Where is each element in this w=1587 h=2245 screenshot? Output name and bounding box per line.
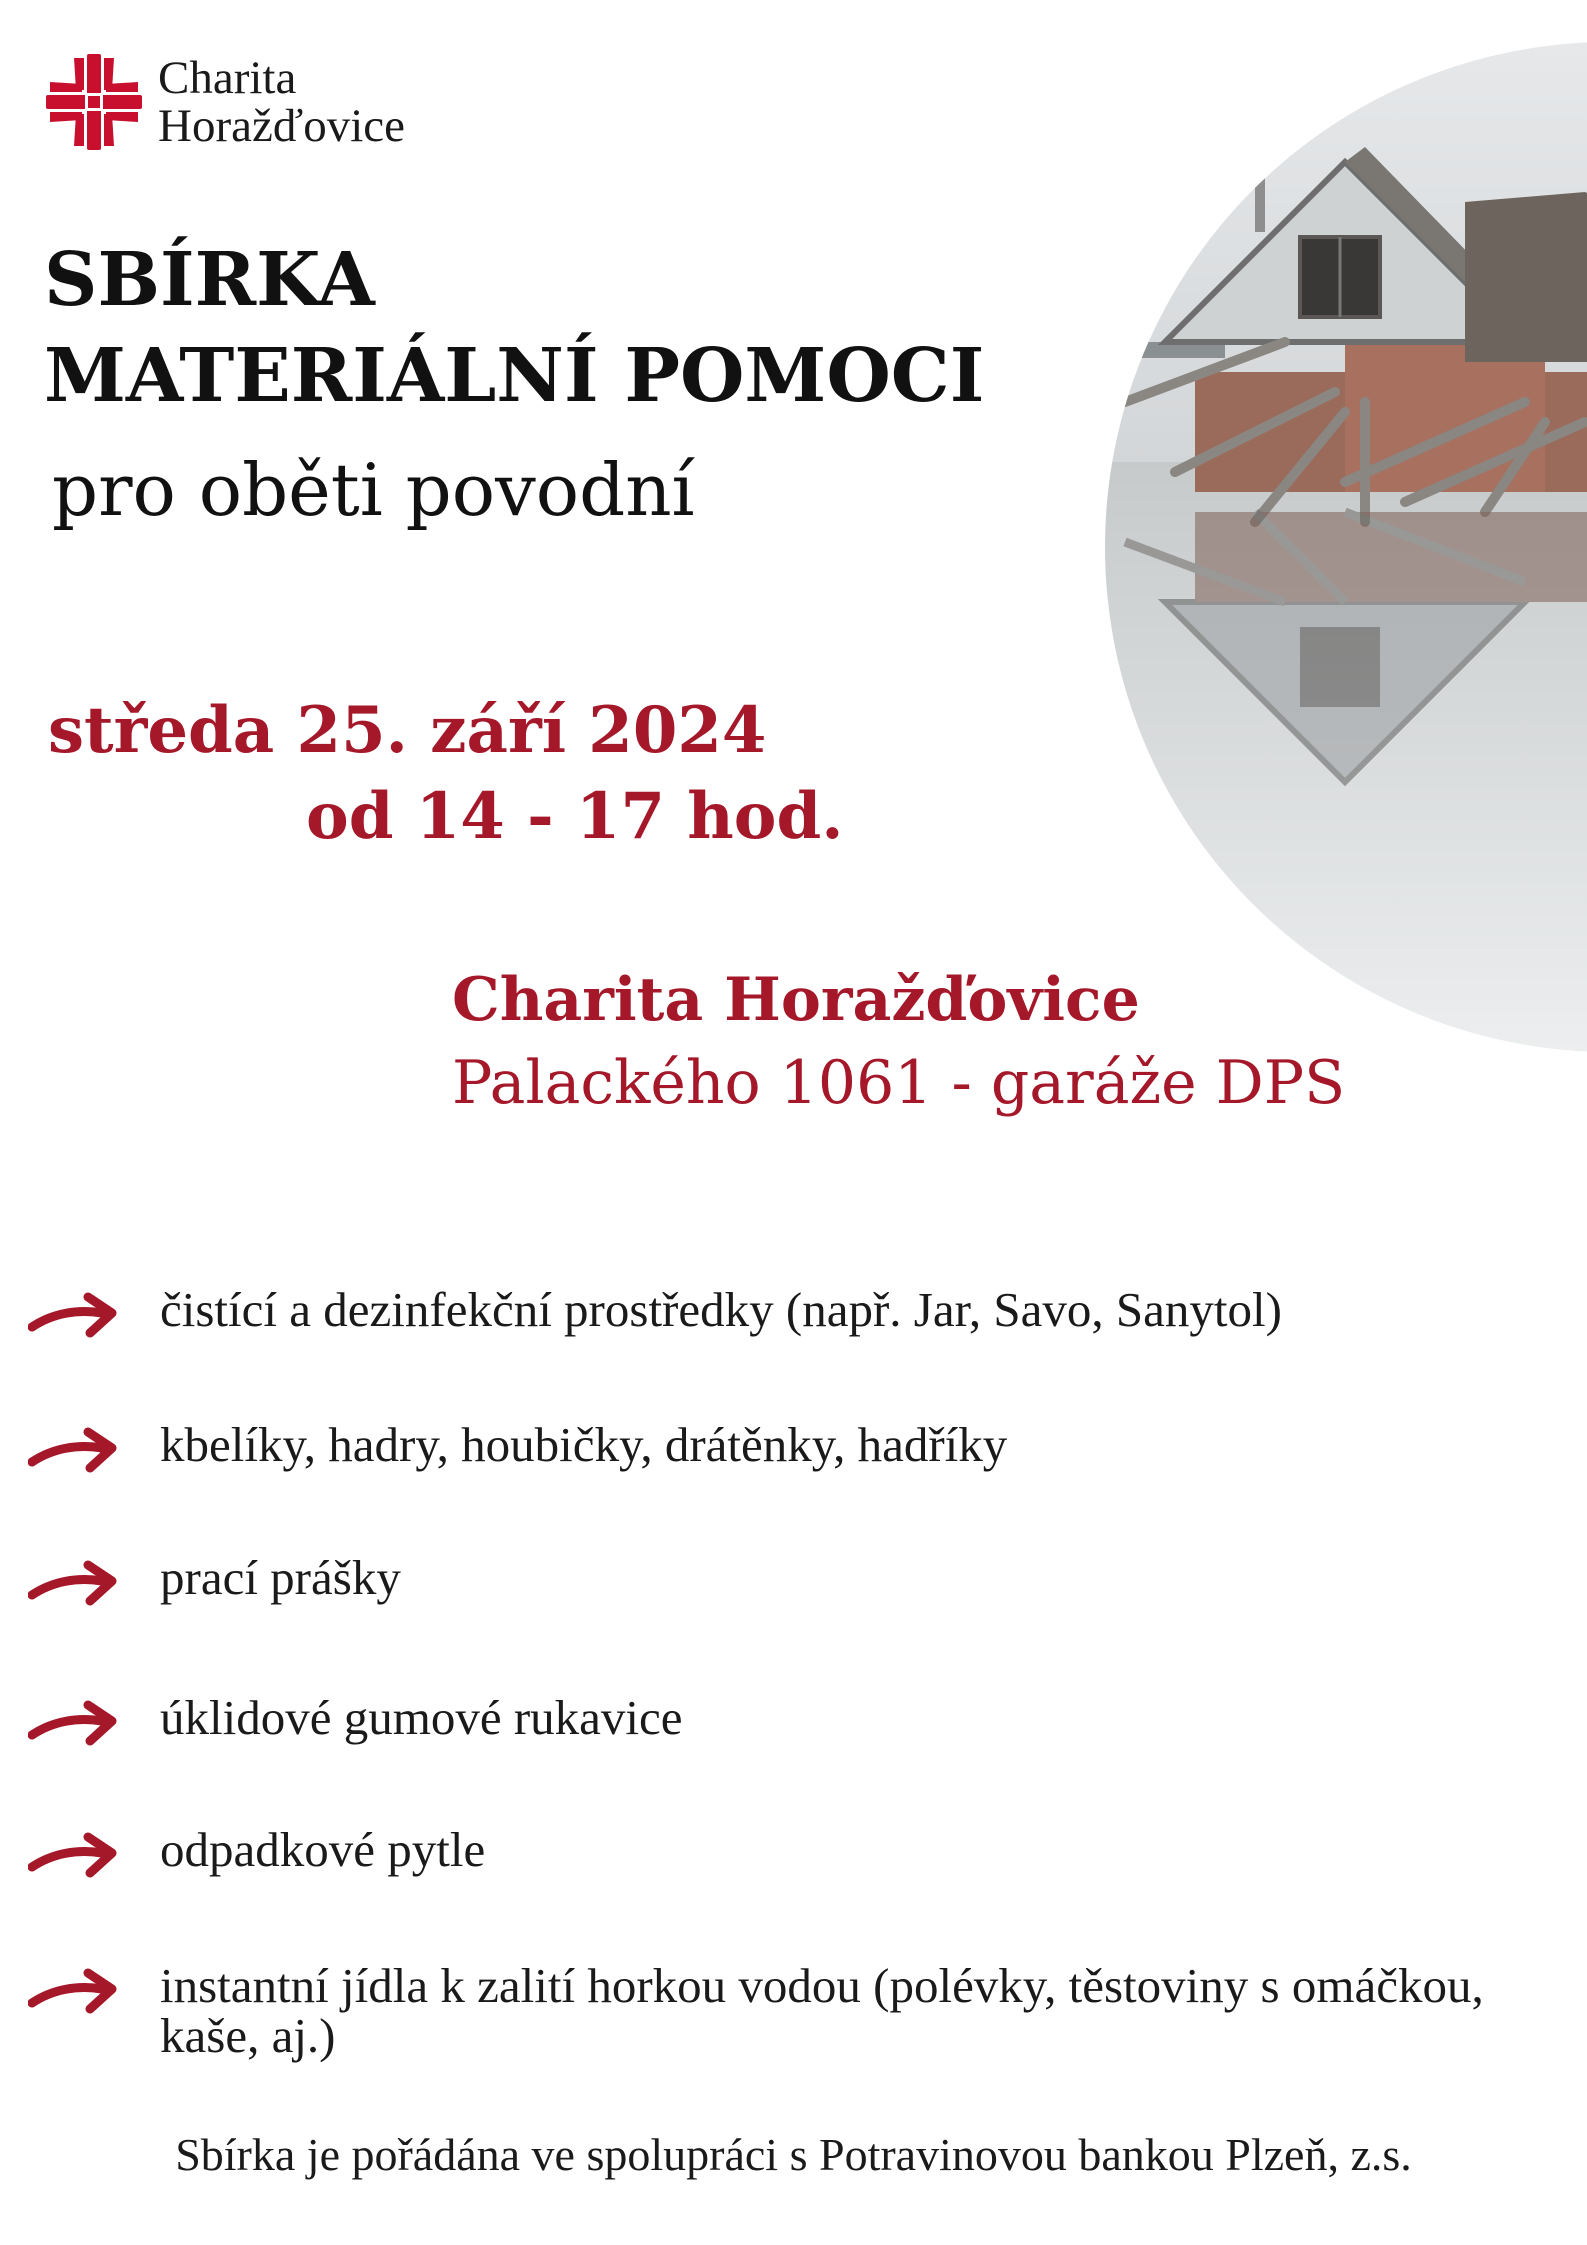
list-item-text: kbelíky, hadry, houbičky, drátěnky, hadříky bbox=[160, 1417, 1008, 1472]
event-time: od 14 - 17 hod. bbox=[306, 779, 844, 854]
logo-text bbox=[158, 54, 405, 150]
subtitle: pro oběti povodní bbox=[52, 448, 695, 532]
list-item-text: instantní jídla k zalití horkou vodou (polévky, těstoviny s omáčkou, kaše, aj.) bbox=[160, 1958, 1484, 2063]
event-location bbox=[452, 960, 1345, 1126]
logo-line-1: Charita bbox=[158, 52, 297, 104]
list-item bbox=[28, 1417, 1540, 1478]
arrow-icon bbox=[28, 1695, 118, 1751]
list-item-text: úklidové gumové rukavice bbox=[160, 1690, 683, 1745]
list-item bbox=[28, 1550, 1540, 1611]
flooded-house-photo bbox=[1105, 42, 1587, 1052]
caritas-cross-icon bbox=[44, 52, 144, 152]
footer-note: Sbírka je pořádána ve spolupráci s Potravinovou bankou Plzeň, z.s. bbox=[175, 2129, 1412, 2180]
arrow-icon bbox=[28, 1422, 118, 1478]
list-item bbox=[28, 1822, 1540, 1883]
event-datetime bbox=[48, 688, 844, 860]
event-date: středa 25. září 2024 bbox=[48, 693, 767, 768]
list-item bbox=[28, 1690, 1540, 1751]
location-organization: Charita Horažďovice bbox=[452, 965, 1140, 1035]
title bbox=[44, 232, 984, 424]
title-line-1: SBÍRKA bbox=[44, 237, 375, 323]
list-item bbox=[28, 1282, 1540, 1343]
logo-line-2: Horažďovice bbox=[158, 100, 405, 152]
title-line-2: MATERIÁLNÍ POMOCI bbox=[44, 333, 985, 419]
arrow-icon bbox=[28, 1555, 118, 1611]
arrow-icon bbox=[28, 1287, 118, 1343]
arrow-icon bbox=[28, 1963, 118, 2019]
list-item-text: čistící a dezinfekční prostředky (např. Jar, Savo, Sanytol) bbox=[160, 1282, 1282, 1337]
list-item-text: prací prášky bbox=[160, 1550, 401, 1605]
list-item-text: odpadkové pytle bbox=[160, 1822, 486, 1877]
arrow-icon bbox=[28, 1827, 118, 1883]
charita-logo bbox=[44, 52, 405, 152]
list-item bbox=[28, 1958, 1540, 2063]
location-address: Palackého 1061 - garáže DPS bbox=[452, 1048, 1346, 1118]
